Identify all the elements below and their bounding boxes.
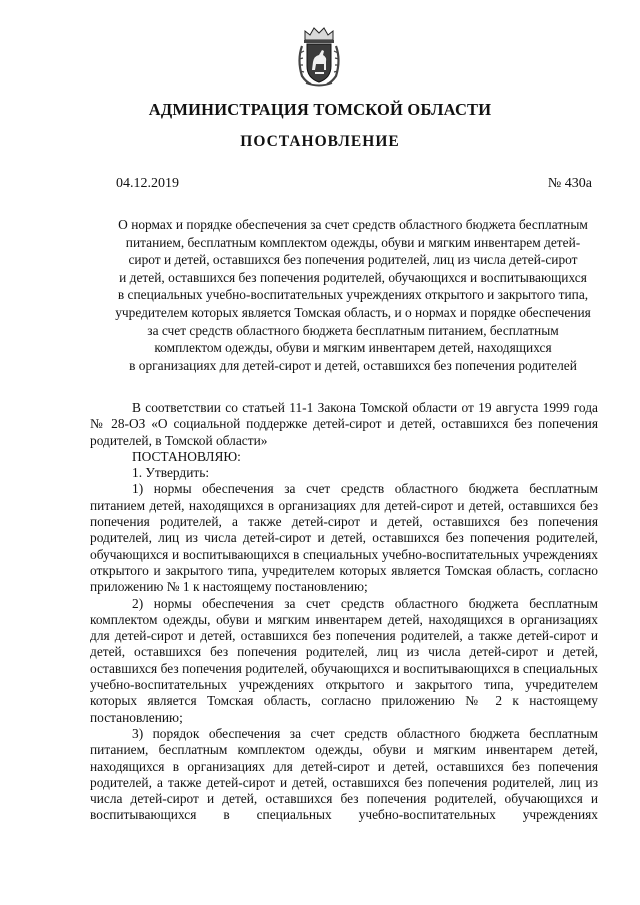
document-date: 04.12.2019 [116, 176, 179, 191]
decree-word: ПОСТАНОВЛЯЮ: [132, 448, 241, 464]
subitem-2-paragraph: 2) нормы обеспечения за счет средств областного бюджета бесплатным комплектом одежды, обуви и мягким инвентарем детей, находящихся в организациях для детей-сирот и детей, оставшихся без попечения родителей, а также детей-сирот и детей, оставшихся без попечения родителей, лиц из числа детей-сирот и детей, оставшихся без попечения родителей, обучающихся и воспитывающихся в специальных учебно-воспитательных учреждениях открытого и закрытого типа, учредителем которых является Томская область, согласно приложению № 2 к настоящему постановлению; [90, 595, 598, 725]
subject-line: О нормах и порядке обеспечения за счет средств областного бюджета бесплатным [118, 217, 588, 232]
subject-line: и детей, оставшихся без попечения родителей, обучающихся и воспитывающихся [119, 269, 587, 285]
tomsk-oblast-coat-of-arms-icon [296, 26, 342, 88]
organization-title: АДМИНИСТРАЦИЯ ТОМСКОЙ ОБЛАСТИ [148, 100, 492, 119]
subject-line: комплектом одежды, обуви и мягким инвентарем детей, находящихся [154, 340, 552, 356]
preamble-paragraph: В соответствии со статьей 11-1 Закона Томской области от 19 августа 1999 года № 28-ОЗ «О социальной поддержке детей-сирот и детей, оставшихся без попечения родителей, в Томской области» [90, 400, 598, 448]
subject-line: учредителем которых является Томская область, и о нормах и порядке обеспечения [115, 304, 591, 320]
document-body [90, 400, 598, 824]
document-subject [88, 216, 618, 374]
subject-line: сирот и детей, оставшихся без попечения родителей, лиц из числа детей-сирот [128, 252, 578, 268]
item-1-heading: 1. Утвердить: [132, 465, 210, 481]
subject-line: в организациях для детей-сирот и детей, оставшихся без попечения родителей [129, 357, 577, 373]
subitem-3-paragraph: 3) порядок обеспечения за счет средств областного бюджета бесплатным питанием, бесплатным комплектом одежды, обуви и мягким инвентарем детей, находящихся в организациях для детей-сирот и детей, оставшихся без попечения родителей, а также детей-сирот и детей, оставшихся без попечения родителей, лиц из числа детей-сирот и детей, оставшихся без попечения родителей, обучающихся и воспитывающихся в специальных учебно-воспитательных учреждениях [90, 725, 598, 823]
subitem-1-paragraph: 1) нормы обеспечения за счет средств областного бюджета бесплатным питанием детей, находящихся в организациях для детей-сирот и детей, оставшихся без попечения родителей, а также детей-сирот и детей, оставшихся без попечения родителей, лиц из числа детей-сирот и детей, оставшихся без попечения родителей, обучающихся и воспитывающихся в специальных учебно-воспитательных учреждениях открытого и закрытого типа, учредителем которых является Томская область, согласно приложению № 1 к настоящему постановлению; [90, 481, 598, 595]
document-type-heading: ПОСТАНОВЛЕНИЕ [240, 133, 400, 150]
subject-line: за счет средств областного бюджета бесплатным питанием, бесплатным [147, 322, 559, 338]
subject-line: питанием, бесплатным комплектом одежды, обуви и мягким инвентарем детей- [125, 234, 581, 250]
document-number: № 430а [547, 176, 592, 191]
subject-line: в специальных учебно-воспитательных учреждениях открытого и закрытого типа, [117, 287, 589, 303]
